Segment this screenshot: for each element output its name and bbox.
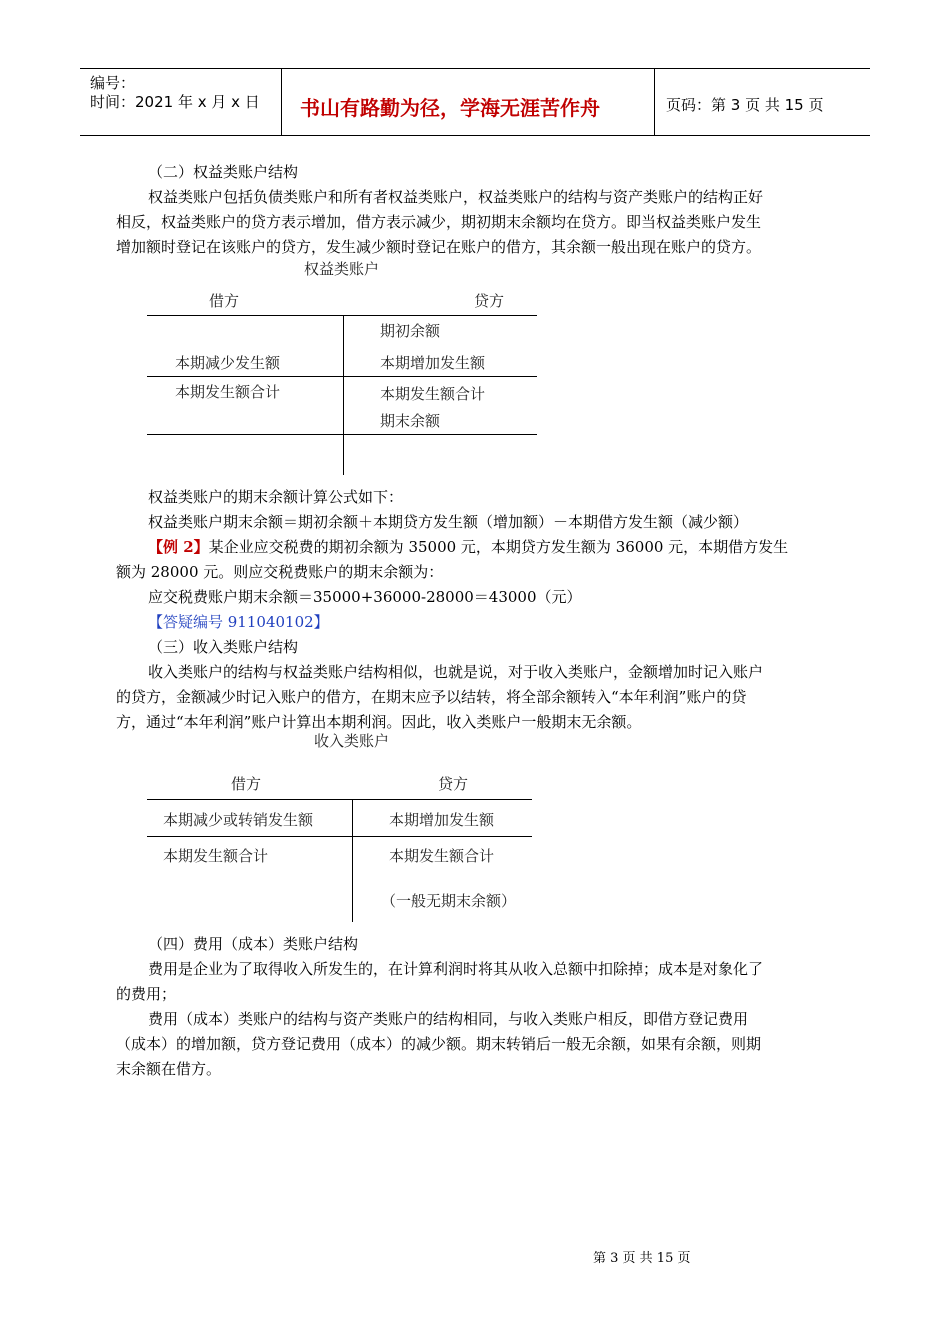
formula-intro: 权益类账户的期末余额计算公式如下： <box>148 488 404 506</box>
t-account-equity-debit-total: 本期发生额合计 <box>175 383 281 401</box>
section2-para-line: 增加额时登记在该账户的贷方，发生减少额时登记在账户的借方，其余额一般出现在账户的贷方。 <box>116 238 762 256</box>
qa-code-link[interactable]: 【答疑编号 911040102】 <box>148 613 329 631</box>
t-account-income-debit-total: 本期发生额合计 <box>163 847 269 865</box>
t-account-equity-credit-opening: 期初余额 <box>380 322 441 340</box>
t-account-equity-title: 权益类账户 <box>304 260 380 278</box>
section4-para2-line: 末余额在借方。 <box>116 1060 222 1078</box>
example-tag: 【例 2】 <box>148 538 209 556</box>
section2-title: （二）权益类账户结构 <box>148 163 299 181</box>
section3-title: （三）收入类账户结构 <box>148 638 299 656</box>
section4-block <box>116 932 840 1082</box>
t-account-income-credit-note: （一般无期末余额） <box>381 892 517 910</box>
t-account-equity-debit-label: 借方 <box>209 292 240 310</box>
t-account-income-mid-rule <box>147 836 532 837</box>
section4-para2-line: 费用（成本）类账户的结构与资产类账户的结构相同，与收入类账户相反，即借方登记费用 <box>148 1010 749 1028</box>
example-text: 某企业应交税费的期初余额为 35000 元，本期贷方发生额为 36000 元，本期借方发生 <box>208 538 789 556</box>
t-account-income-center-rule <box>352 799 353 922</box>
section3-para-line: 的贷方，金额减少时记入账户的借方，在期末应予以结转，将全部余额转入“本年利润”账户的贷 <box>116 688 747 706</box>
t-account-equity-debit-decrease: 本期减少发生额 <box>175 354 281 372</box>
section3-para-line: 收入类账户的结构与权益类账户结构相似，也就是说，对于收入类账户，金额增加时记入账户 <box>148 663 764 681</box>
t-account-equity-credit-increase: 本期增加发生额 <box>380 354 486 372</box>
t-account-equity-center-rule <box>343 315 344 475</box>
header-top-rule <box>80 68 870 69</box>
t-account-income-top-rule <box>147 799 532 800</box>
formula: 权益类账户期末余额＝期初余额＋本期贷方发生额（增加额）－本期借方发生额（减少额） <box>148 513 749 531</box>
t-account-income-debit-label: 借方 <box>231 775 262 793</box>
section3-para-line: 方，通过“本年利润”账户计算出本期利润。因此，收入类账户一般期末无余额。 <box>116 713 642 731</box>
section4-para1-line: 的费用； <box>116 985 177 1003</box>
t-account-equity-mid-rule <box>147 376 537 377</box>
t-account-income-credit-total: 本期发生额合计 <box>389 847 495 865</box>
t-account-equity-credit-label: 贷方 <box>474 292 505 310</box>
t-account-income-title: 收入类账户 <box>314 732 390 750</box>
section2-para-line: 权益类账户包括负债类账户和所有者权益类账户，权益类账户的结构与资产类账户的结构正好 <box>148 188 764 206</box>
section3-block <box>116 635 840 735</box>
section4-para2-line: （成本）的增加额，贷方登记费用（成本）的减少额。期末转销后一般无余额，如果有余额，则期 <box>116 1035 762 1053</box>
example-line-2: 额为 28000 元。则应交税费账户的期末余额为： <box>116 563 444 581</box>
section4-para1-line: 费用是企业为了取得收入所发生的，在计算利润时将其从收入总额中扣除掉；成本是对象化了 <box>148 960 764 978</box>
t-account-equity-top-rule <box>147 315 537 316</box>
section2-block <box>116 160 840 260</box>
header-divider-left <box>281 68 282 136</box>
header-page-info: 页码：第 3 页 共 15 页 <box>666 96 824 114</box>
t-account-income-credit-label: 贷方 <box>438 775 469 793</box>
t-account-income-debit-decrease: 本期减少或转销发生额 <box>163 811 314 829</box>
section2-formula-block <box>116 485 840 635</box>
header-number-label: 编号： <box>90 74 136 92</box>
header-motto: 书山有路勤为径，学海无涯苦作舟 <box>300 96 600 120</box>
section4-title: （四）费用（成本）类账户结构 <box>148 935 359 953</box>
t-account-equity-credit-closing: 期末余额 <box>380 412 441 430</box>
t-account-equity-bottom-rule <box>147 434 537 435</box>
header-date: 时间：2021 年 x 月 x 日 <box>90 93 260 111</box>
example-line-1 <box>116 535 840 560</box>
t-account-income-credit-increase: 本期增加发生额 <box>389 811 495 829</box>
header-bottom-rule <box>80 135 870 136</box>
section2-para-line: 相反，权益类账户的贷方表示增加，借方表示减少，期初期末余额均在贷方。即当权益类账户发生 <box>116 213 762 231</box>
t-account-equity-credit-total: 本期发生额合计 <box>380 385 486 403</box>
header-divider-right <box>654 68 655 136</box>
example-answer: 应交税费账户期末余额＝35000+36000-28000＝43000（元） <box>148 588 582 606</box>
footer-page-number: 第 3 页 共 15 页 <box>593 1251 691 1266</box>
